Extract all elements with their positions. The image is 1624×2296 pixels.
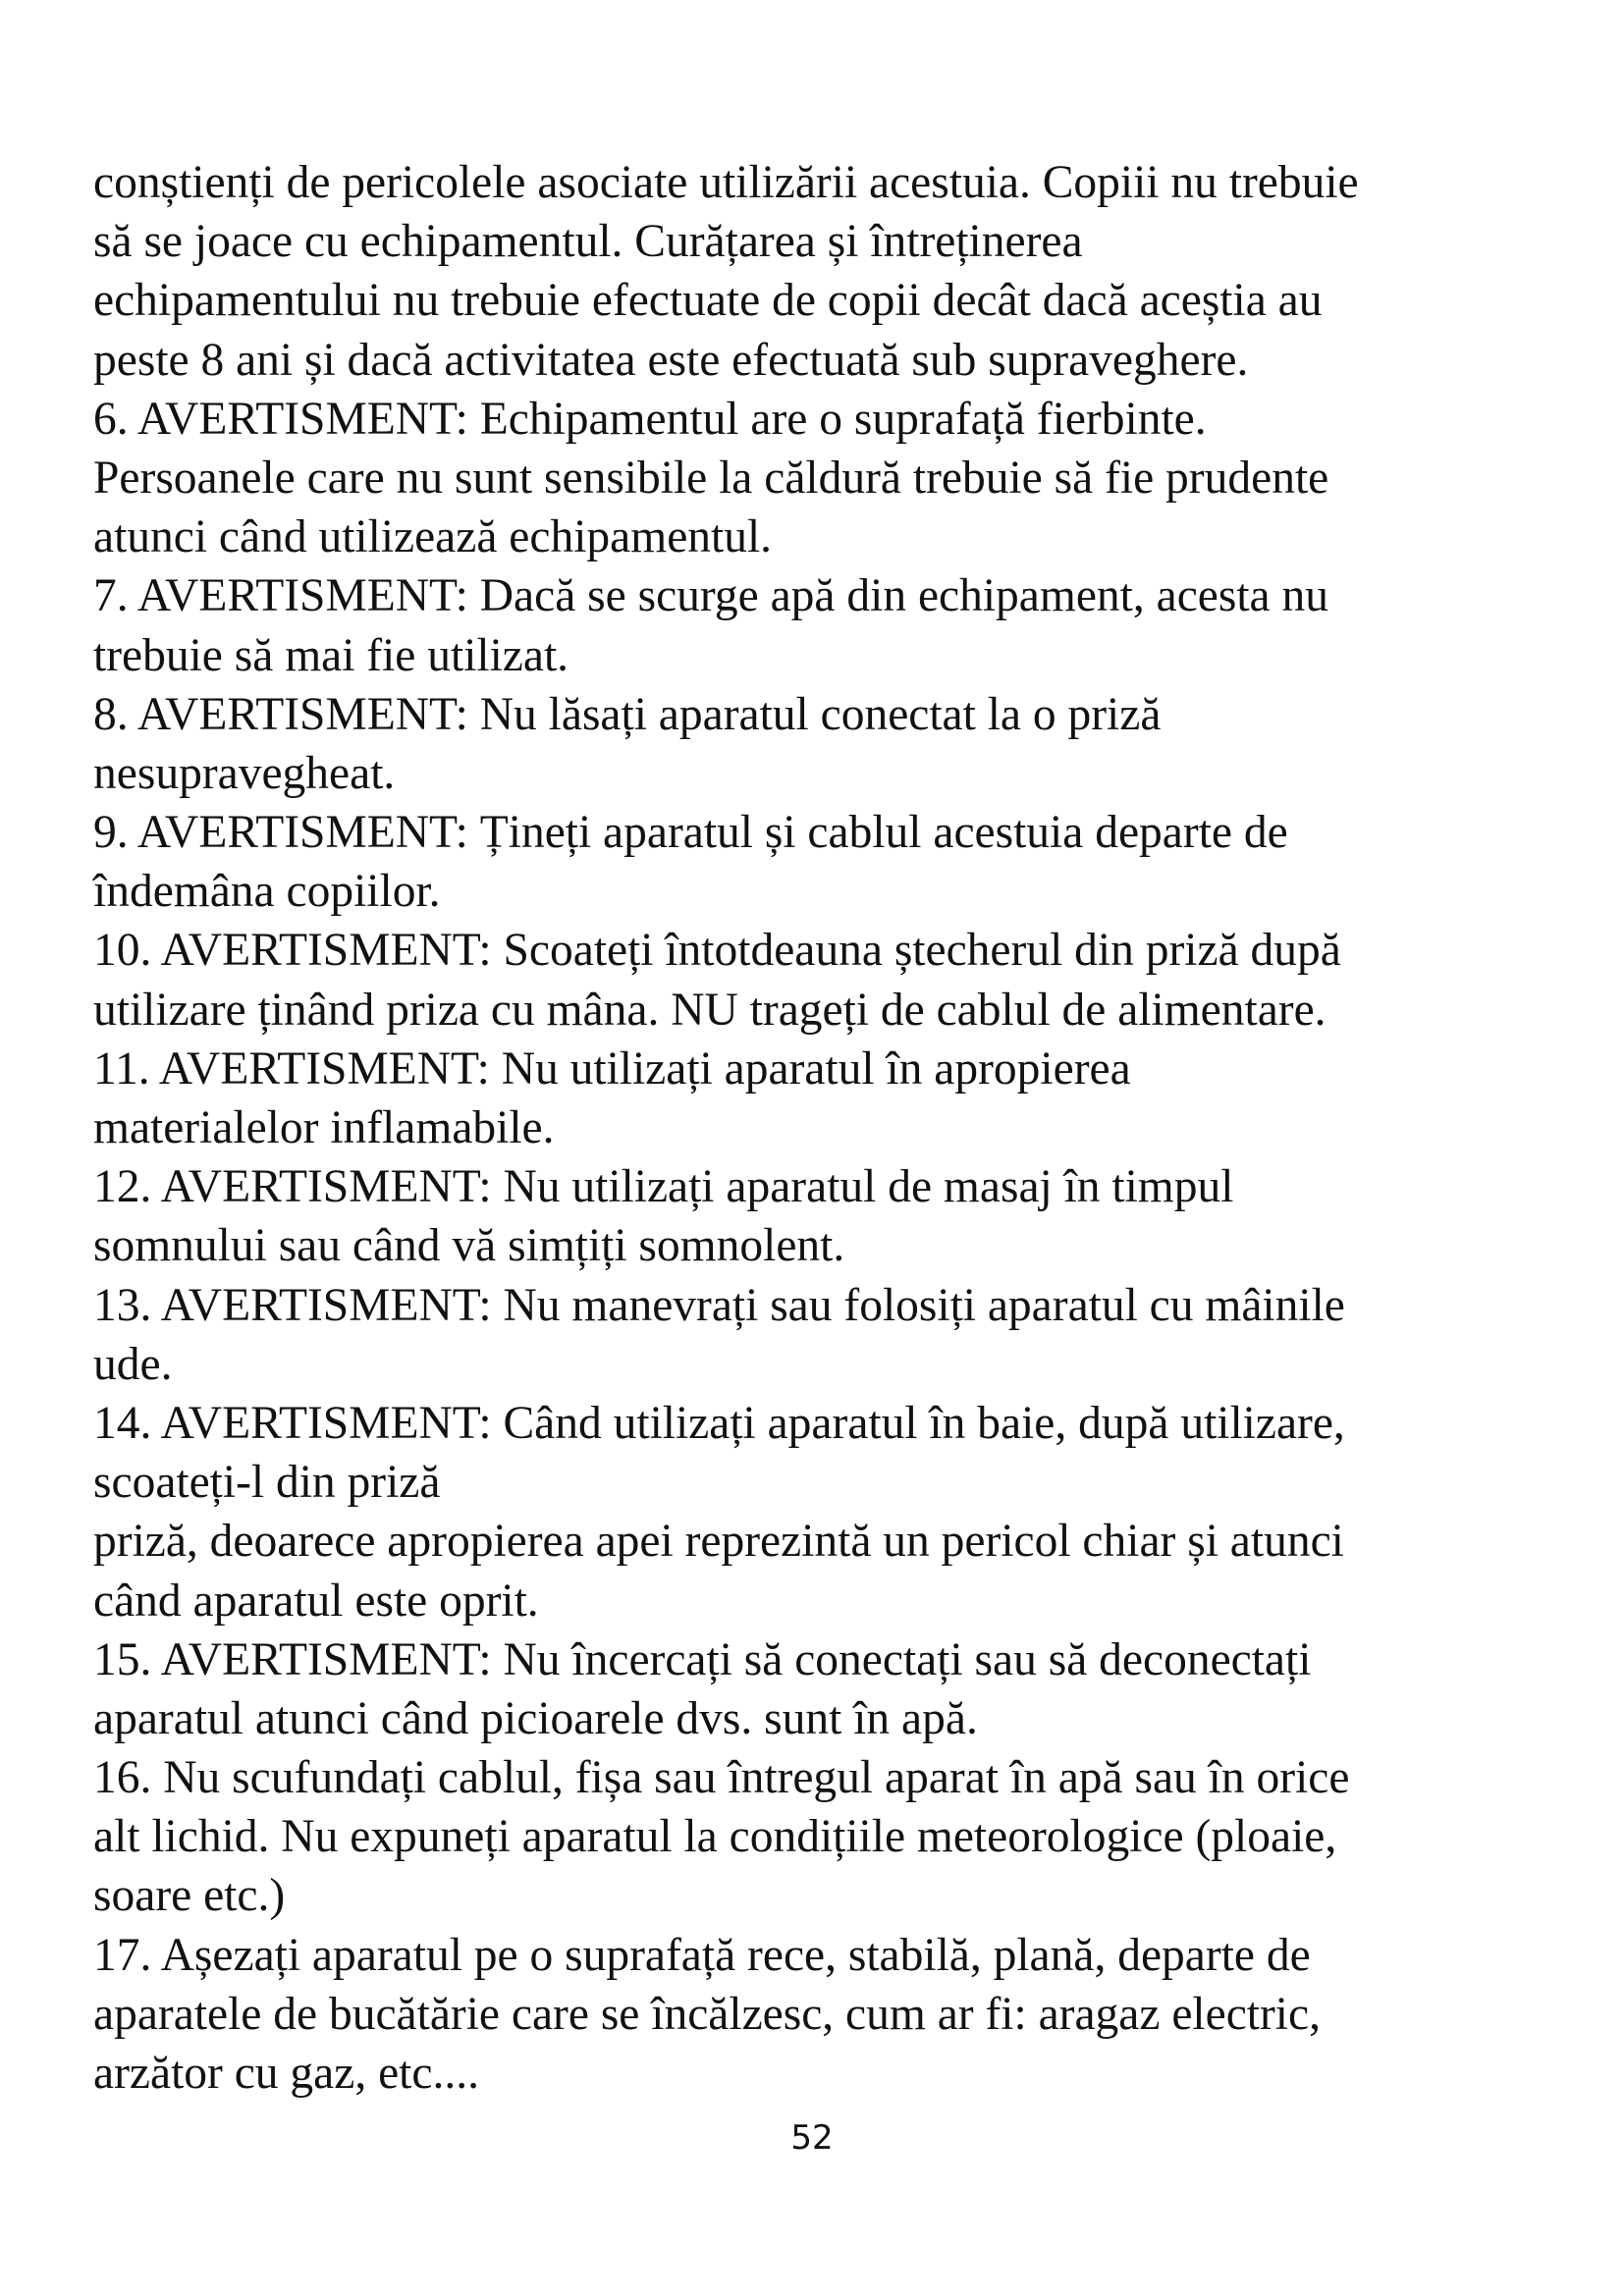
text-line: 15. AVERTISMENT: Nu încercați să conectați sau să deconectați (93, 1633, 1312, 1685)
text-line: nesupravegheat. (93, 747, 396, 799)
text-line: 17. Așezați aparatul pe o suprafață rece, stabilă, plană, departe de (93, 1929, 1311, 1981)
text-line: 6. AVERTISMENT: Echipamentul are o suprafață fierbinte. (93, 393, 1207, 445)
text-line: arzător cu gaz, etc.... (93, 2048, 479, 2099)
text-line: 8. AVERTISMENT: Nu lăsați aparatul conectat la o priză (93, 688, 1162, 740)
text-line: Persoanele care nu sunt sensibile la căldură trebuie să fie prudente (93, 452, 1329, 504)
text-line: aparatul atunci când picioarele dvs. sunt în apă. (93, 1692, 978, 1744)
text-line: 12. AVERTISMENT: Nu utilizați aparatul de masaj în timpul (93, 1161, 1234, 1213)
text-line: peste 8 ani și dacă activitatea este efectuată sub supraveghere. (93, 334, 1249, 386)
text-line: alt lichid. Nu expuneți aparatul la condițiile meteorologice (ploaie, (93, 1811, 1337, 1863)
text-line: aparatele de bucătărie care se încălzesc, cum ar fi: aragaz electric, (93, 1988, 1321, 2040)
text-line: 7. AVERTISMENT: Dacă se scurge apă din echipament, acesta nu (93, 570, 1329, 622)
text-line: materialelor inflamabile. (93, 1102, 555, 1153)
text-line: trebuie să mai fie utilizat. (93, 629, 569, 681)
text-line: să se joace cu echipamentul. Curățarea și întreținerea (93, 216, 1083, 268)
text-line: 10. AVERTISMENT: Scoateți întotdeauna ștecherul din priză după (93, 925, 1341, 977)
text-line: ude. (93, 1338, 173, 1390)
text-line: utilizare ținând priza cu mâna. NU trageți de cablul de alimentare. (93, 984, 1326, 1036)
text-line: conștienți de pericolele asociate utilizării acestuia. Copiii nu trebuie (93, 157, 1359, 208)
text-line: îndemâna copiilor. (93, 866, 441, 918)
text-line: 9. AVERTISMENT: Țineți aparatul și cablul acestuia departe de (93, 807, 1288, 859)
text-line: priză, deoarece apropierea apei reprezintă un pericol chiar și atunci (93, 1516, 1344, 1568)
text-line: echipamentului nu trebuie efectuate de copii decât dacă aceștia au (93, 275, 1323, 327)
text-line: 16. Nu scufundați cablul, fișa sau întregul aparat în apă sau în orice (93, 1752, 1350, 1804)
text-line: 11. AVERTISMENT: Nu utilizați aparatul în apropierea (93, 1042, 1131, 1095)
body-text (93, 153, 1527, 2103)
page-number: 52 (790, 2118, 834, 2158)
text-line: 13. AVERTISMENT: Nu manevrați sau folosiți aparatul cu mâinile (93, 1279, 1345, 1331)
text-line: 14. AVERTISMENT: Când utilizați aparatul în baie, după utilizare, (93, 1397, 1345, 1449)
text-line: soare etc.) (93, 1870, 286, 1922)
text-line: scoateți-l din priză (93, 1457, 441, 1509)
text-line: somnului sau când vă simțiți somnolent. (93, 1220, 845, 1272)
text-line: când aparatul este oprit. (93, 1575, 539, 1627)
text-line: atunci când utilizează echipamentul. (93, 511, 773, 563)
